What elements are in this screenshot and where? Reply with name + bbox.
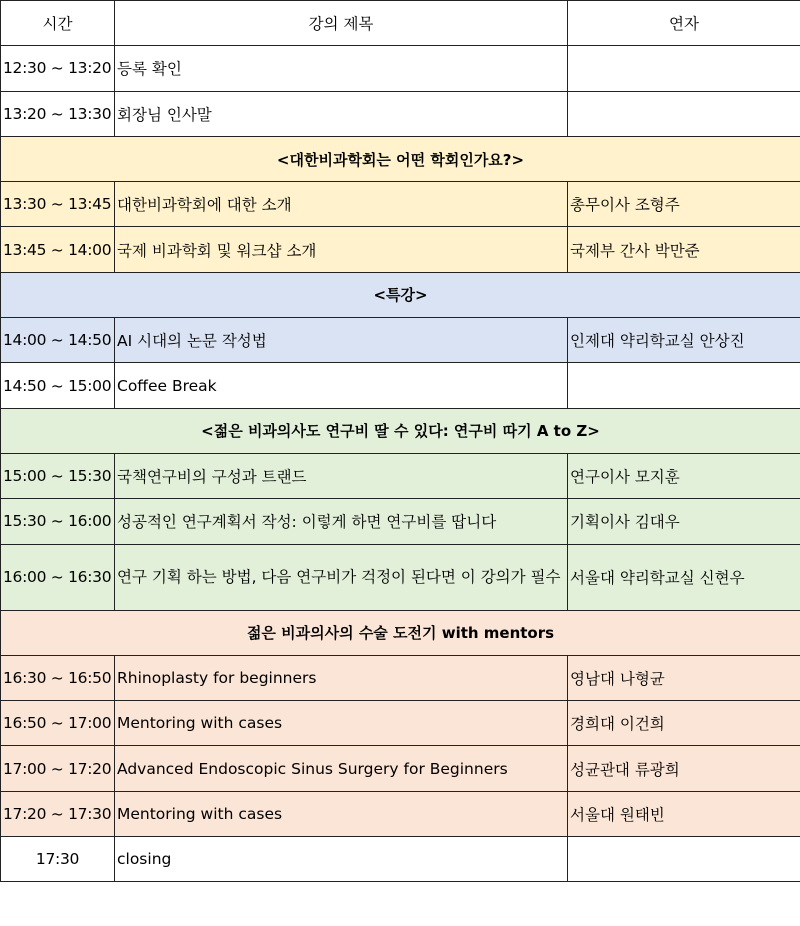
section-row-surgery	[1, 610, 800, 655]
header-time: 시간	[1, 1, 115, 46]
session-title: Coffee Break	[115, 363, 568, 408]
session-speaker	[568, 46, 800, 91]
session-speaker: 연구이사 모지훈	[568, 453, 800, 498]
header-title: 강의 제목	[115, 1, 568, 46]
session-time: 16:30 ~ 16:50	[1, 655, 115, 700]
session-time: 17:20 ~ 17:30	[1, 791, 115, 836]
session-time: 14:50 ~ 15:00	[1, 363, 115, 408]
table-row	[1, 363, 800, 408]
table-row	[1, 499, 800, 544]
session-title: 회장님 인사말	[115, 91, 568, 136]
section-heading: 젊은 비과의사의 수술 도전기 with mentors	[1, 610, 800, 655]
session-time: 16:00 ~ 16:30	[1, 544, 115, 610]
table-row	[1, 46, 800, 91]
table-row	[1, 182, 800, 227]
session-title: 대한비과학회에 대한 소개	[115, 182, 568, 227]
section-heading: <대한비과학회는 어떤 학회인가요?>	[1, 136, 800, 181]
session-speaker: 서울대 약리학교실 신현우	[568, 544, 800, 610]
session-time: 17:30	[1, 837, 115, 882]
session-time: 17:00 ~ 17:20	[1, 746, 115, 791]
session-title: Rhinoplasty for beginners	[115, 655, 568, 700]
session-time: 15:00 ~ 15:30	[1, 453, 115, 498]
table-row	[1, 544, 800, 610]
table-row	[1, 227, 800, 272]
session-title: AI 시대의 논문 작성법	[115, 318, 568, 363]
session-speaker: 서울대 원태빈	[568, 791, 800, 836]
session-time: 13:45 ~ 14:00	[1, 227, 115, 272]
header-row	[1, 1, 800, 46]
table-row	[1, 701, 800, 746]
session-title: 국책연구비의 구성과 트랜드	[115, 453, 568, 498]
table-row	[1, 791, 800, 836]
session-title: 등록 확인	[115, 46, 568, 91]
session-time: 15:30 ~ 16:00	[1, 499, 115, 544]
session-speaker: 영남대 나형균	[568, 655, 800, 700]
session-title: 국제 비과학회 및 워크샵 소개	[115, 227, 568, 272]
session-title: Mentoring with cases	[115, 791, 568, 836]
session-speaker: 경희대 이건희	[568, 701, 800, 746]
table-row	[1, 655, 800, 700]
section-row-special	[1, 272, 800, 317]
session-title: 성공적인 연구계획서 작성: 이렇게 하면 연구비를 땁니다	[115, 499, 568, 544]
table-row	[1, 837, 800, 882]
session-speaker: 인제대 약리학교실 안상진	[568, 318, 800, 363]
session-title: Mentoring with cases	[115, 701, 568, 746]
session-title: closing	[115, 837, 568, 882]
session-time: 16:50 ~ 17:00	[1, 701, 115, 746]
session-speaker: 성균관대 류광희	[568, 746, 800, 791]
session-speaker: 국제부 간사 박만준	[568, 227, 800, 272]
session-speaker: 기획이사 김대우	[568, 499, 800, 544]
session-time: 13:30 ~ 13:45	[1, 182, 115, 227]
session-time: 13:20 ~ 13:30	[1, 91, 115, 136]
section-heading: <젊은 비과의사도 연구비 딸 수 있다: 연구비 따기 A to Z>	[1, 408, 800, 453]
table-row	[1, 91, 800, 136]
table-row	[1, 453, 800, 498]
session-title: Advanced Endoscopic Sinus Surgery for Beginners	[115, 746, 568, 791]
session-time: 12:30 ~ 13:20	[1, 46, 115, 91]
session-speaker	[568, 363, 800, 408]
session-time: 14:00 ~ 14:50	[1, 318, 115, 363]
section-row-intro	[1, 136, 800, 181]
header-speaker: 연자	[568, 1, 800, 46]
section-heading: <특강>	[1, 272, 800, 317]
table-row	[1, 746, 800, 791]
session-speaker: 총무이사 조형주	[568, 182, 800, 227]
session-speaker	[568, 837, 800, 882]
session-title: 연구 기획 하는 방법, 다음 연구비가 걱정이 된다면 이 강의가 필수	[115, 544, 568, 610]
table-row	[1, 318, 800, 363]
section-row-research	[1, 408, 800, 453]
session-speaker	[568, 91, 800, 136]
